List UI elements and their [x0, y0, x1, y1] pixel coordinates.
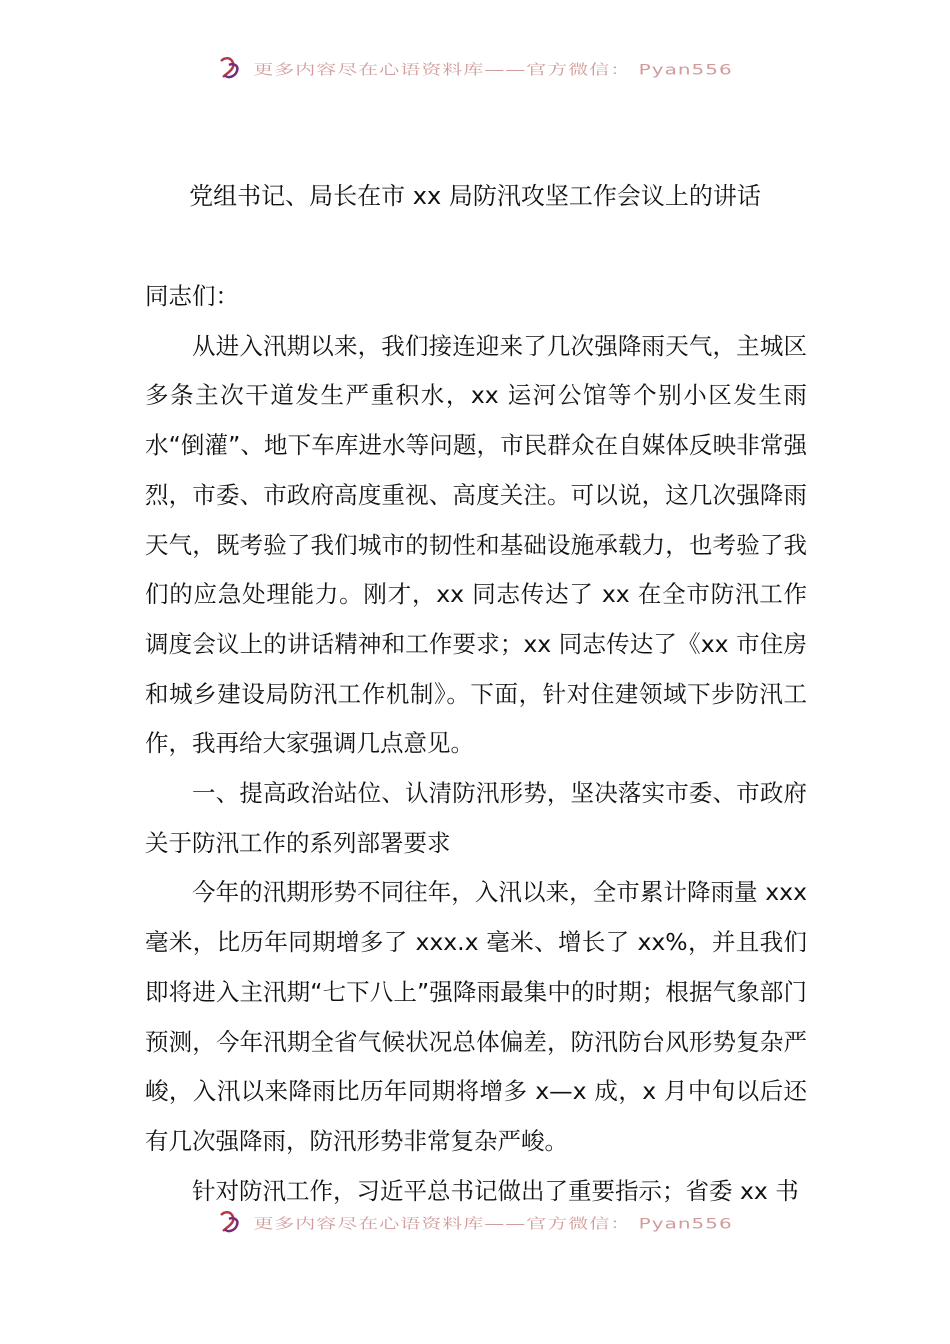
document-body: [145, 272, 807, 1216]
body-paragraph: 针对防汛工作，习近平总书记做出了重要指示；省委 xx 书: [192, 1176, 799, 1205]
document-title: 党组书记、局长在市 xx 局防汛攻坚工作会议上的讲话: [189, 182, 761, 210]
brand-logo-icon: [217, 1209, 243, 1235]
header-watermark-text: 更多内容尽在心语资料库——官方微信： Pyan556: [253, 60, 733, 78]
salutation: 同志们：: [145, 282, 239, 310]
section-heading: 一、提高政治站位、认清防汛形势，坚决落实市委、市政府关于防汛工作的系列部署要求: [145, 779, 807, 857]
brand-logo-icon: [217, 55, 243, 81]
footer-watermark-text: 更多内容尽在心语资料库——官方微信： Pyan556: [253, 1214, 733, 1232]
body-paragraph: 今年的汛期形势不同往年，入汛以来，全市累计降雨量 xxx 毫米，比历年同期增多了 xxx.x 毫米、增长了 xx%，并且我们即将进入主汛期“七下八上”强降雨最集中的时期；根据气象部门预测，今年汛期全省气候状况总体偏差，防汛防台风形势复杂严峻，入汛以来降雨比历年同期将增多 x—x 成，x 月中旬以后还有几次强降雨，防汛形势非常复杂严峻。: [145, 878, 807, 1155]
body-paragraph: 从进入汛期以来，我们接连迎来了几次强降雨天气，主城区多条主次干道发生严重积水，xx 运河公馆等个别小区发生雨水“倒灌”、地下车库进水等问题，市民群众在自媒体反映非常强烈，市委、市政府高度重视、高度关注。可以说，这几次强降雨天气，既考验了我们城市的韧性和基础设施承载力，也考验了我们的应急处理能力。刚才，xx 同志传达了 xx 在全市防汛工作调度会议上的讲话精神和工作要求；xx 同志传达了《xx 市住房和城乡建设局防汛工作机制》。下面，针对住建领域下步防汛工作，我再给大家强调几点意见。: [145, 331, 807, 758]
header-watermark: [0, 48, 950, 88]
footer-watermark: [0, 1202, 950, 1242]
